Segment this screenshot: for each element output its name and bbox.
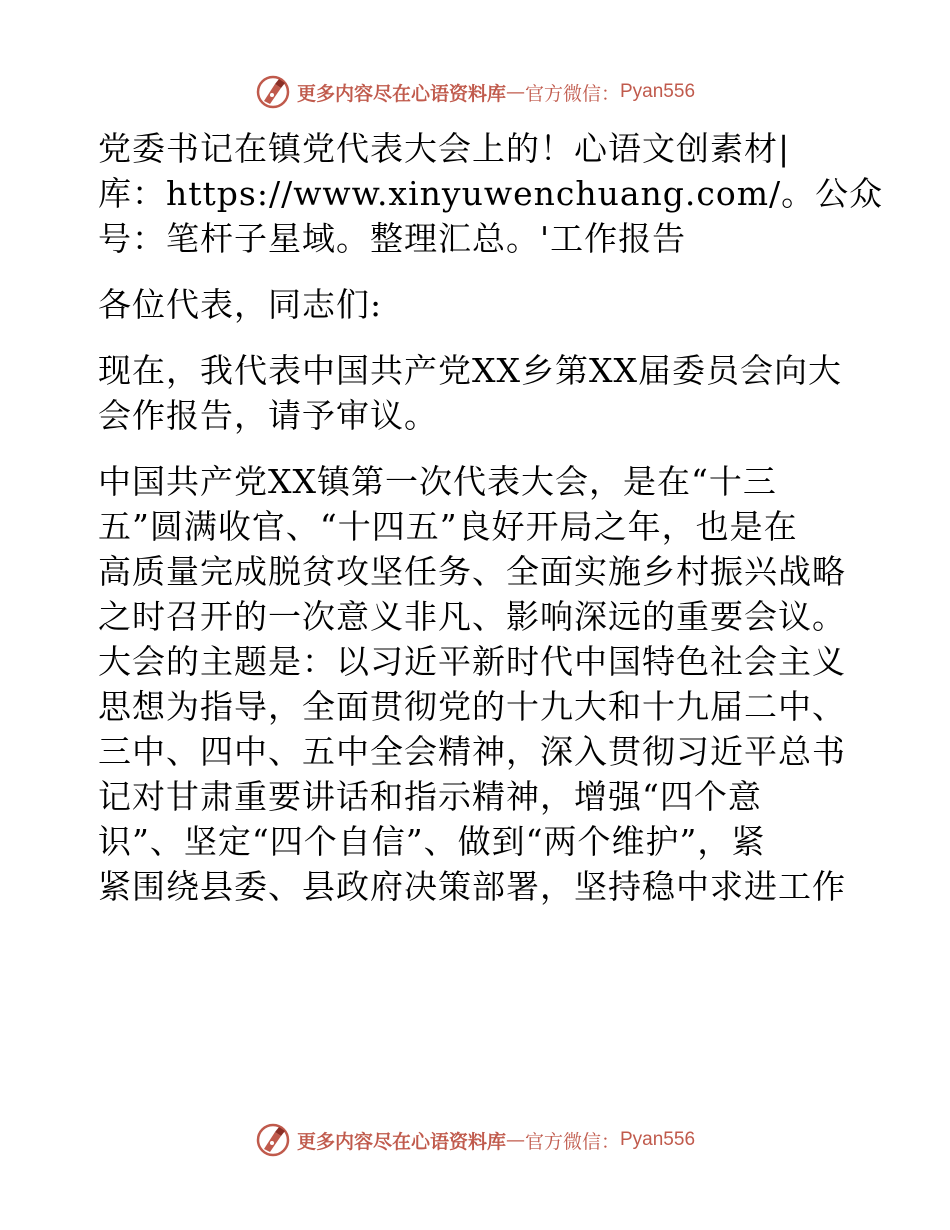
greeting: 各位代表，同志们: xyxy=(98,285,383,324)
pen-nib-logo-icon xyxy=(255,1122,291,1158)
banner-account: Pyan556 xyxy=(620,81,696,102)
banner-main-text: 更多内容尽在心语资料库 xyxy=(296,82,506,105)
paragraph-line: 大会的主题是：以习近平新时代中国特色社会主义 xyxy=(98,642,846,681)
paragraph-line: 紧围绕县委、县政府决策部署，坚持稳中求进工作 xyxy=(98,867,846,906)
paragraph-line: 现在，我代表中国共产党XX乡第XX届委员会向大 xyxy=(98,351,842,390)
title-line: 号：笔杆子星域。整理汇总。'工作报告 xyxy=(98,219,687,258)
pen-nib-logo-icon xyxy=(255,74,291,110)
paragraph-line: 记对甘肃重要讲话和指示精神，增强“四个意 xyxy=(98,777,762,816)
title-line: 库：https://www.xinyuwenchuang.com/。公众 xyxy=(98,174,884,213)
paragraph-line: 会作报告，请予审议。 xyxy=(98,396,438,435)
banner-suffix: 官方微信： xyxy=(524,82,620,105)
banner-separator: — xyxy=(505,81,525,103)
banner-suffix: 官方微信： xyxy=(524,1130,620,1153)
paragraph-line: 中国共产党XX镇第一次代表大会，是在“十三 xyxy=(98,462,777,501)
paragraph-line: 之时召开的一次意义非凡、影响深远的重要会议。 xyxy=(98,597,846,636)
paragraph-line: 思想为指导，全面贯彻党的十九大和十九届二中、 xyxy=(98,687,846,726)
paragraph-line: 三中、四中、五中全会精神，深入贯彻习近平总书 xyxy=(98,732,846,771)
paragraph-line: 识”、坚定“四个自信”、做到“两个维护”，紧 xyxy=(98,822,766,861)
header-banner xyxy=(0,72,950,112)
paragraph-line: 五”圆满收官、“十四五”良好开局之年，也是在 xyxy=(98,507,798,546)
title-line: 党委书记在镇党代表大会上的！心语文创素材| xyxy=(98,129,791,168)
banner-main-text: 更多内容尽在心语资料库 xyxy=(296,1130,506,1153)
footer-banner xyxy=(0,1120,950,1160)
banner-separator: — xyxy=(505,1129,525,1151)
paragraph-line: 高质量完成脱贫攻坚任务、全面实施乡村振兴战略 xyxy=(98,552,846,591)
document-body xyxy=(98,126,884,909)
banner-account: Pyan556 xyxy=(620,1129,696,1150)
